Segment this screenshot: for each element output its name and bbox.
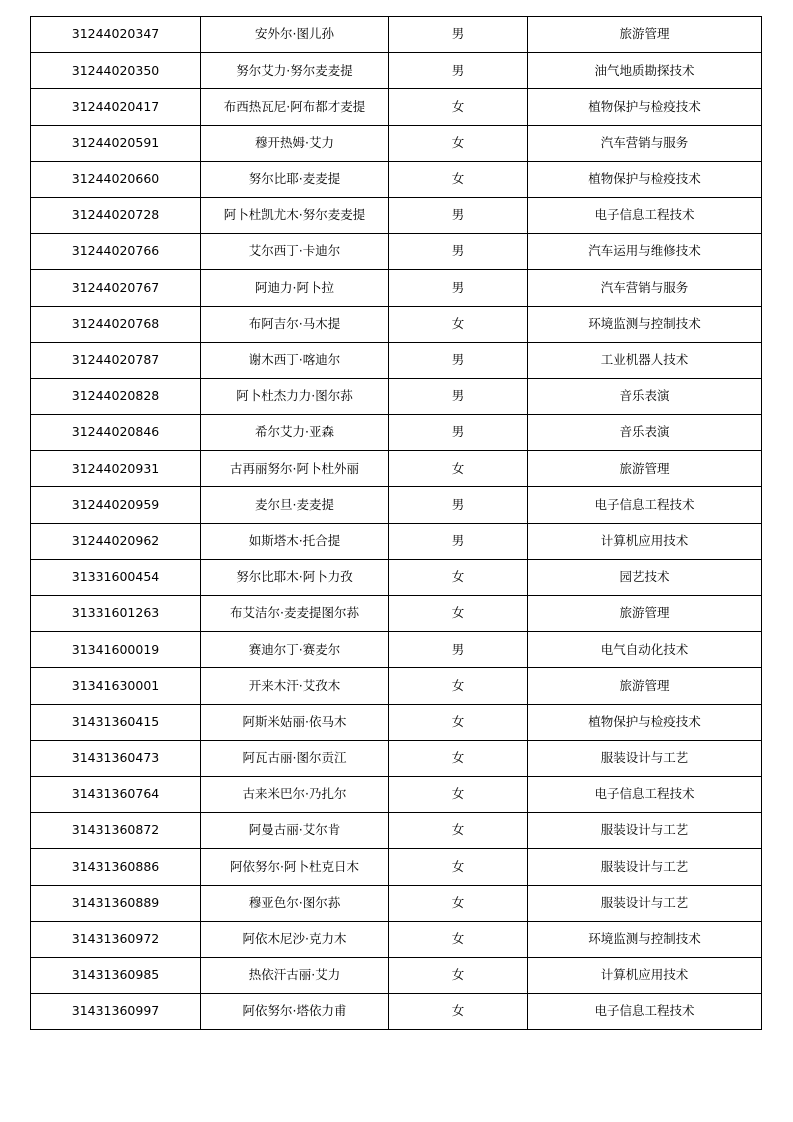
gender-cell: 女 [389, 849, 528, 885]
student-name-cell: 阿依努尔·塔依力甫 [201, 994, 389, 1030]
table-row [31, 921, 762, 957]
student-id-cell: 31244020591 [31, 125, 201, 161]
student-name-cell: 热依汗古丽·艾力 [201, 957, 389, 993]
major-cell: 植物保护与检疫技术 [528, 161, 762, 197]
gender-cell: 男 [389, 632, 528, 668]
student-name-cell: 布阿吉尔·马木提 [201, 306, 389, 342]
student-id-cell: 31431360764 [31, 776, 201, 812]
student-name-cell: 努尔艾力·努尔麦麦提 [201, 53, 389, 89]
table-row [31, 704, 762, 740]
table-row [31, 451, 762, 487]
gender-cell: 女 [389, 559, 528, 595]
student-id-cell: 31244020660 [31, 161, 201, 197]
gender-cell: 女 [389, 668, 528, 704]
student-name-cell: 穆开热姆·艾力 [201, 125, 389, 161]
gender-cell: 女 [389, 125, 528, 161]
student-id-cell: 31244020767 [31, 270, 201, 306]
major-cell: 电子信息工程技术 [528, 487, 762, 523]
gender-cell: 男 [389, 17, 528, 53]
student-name-cell: 古来米巴尔·乃扎尔 [201, 776, 389, 812]
gender-cell: 男 [389, 523, 528, 559]
major-cell: 油气地质勘探技术 [528, 53, 762, 89]
student-name-cell: 努尔比耶木·阿卜力孜 [201, 559, 389, 595]
gender-cell: 女 [389, 776, 528, 812]
gender-cell: 女 [389, 957, 528, 993]
student-id-cell: 31244020728 [31, 197, 201, 233]
major-cell: 环境监测与控制技术 [528, 306, 762, 342]
table-row [31, 17, 762, 53]
student-name-cell: 麦尔旦·麦麦提 [201, 487, 389, 523]
gender-cell: 男 [389, 415, 528, 451]
student-id-cell: 31431360997 [31, 994, 201, 1030]
student-id-cell: 31244020787 [31, 342, 201, 378]
student-name-cell: 艾尔西丁·卡迪尔 [201, 234, 389, 270]
table-row [31, 125, 762, 161]
gender-cell: 女 [389, 994, 528, 1030]
table-row [31, 559, 762, 595]
major-cell: 音乐表演 [528, 415, 762, 451]
table-row [31, 270, 762, 306]
major-cell: 旅游管理 [528, 17, 762, 53]
table-row [31, 234, 762, 270]
major-cell: 工业机器人技术 [528, 342, 762, 378]
major-cell: 植物保护与检疫技术 [528, 89, 762, 125]
gender-cell: 男 [389, 197, 528, 233]
gender-cell: 女 [389, 451, 528, 487]
gender-cell: 女 [389, 89, 528, 125]
gender-cell: 男 [389, 378, 528, 414]
major-cell: 旅游管理 [528, 668, 762, 704]
student-name-cell: 阿卜杜杰力力·图尔荪 [201, 378, 389, 414]
table-row [31, 378, 762, 414]
student-id-cell: 31431360886 [31, 849, 201, 885]
table-row [31, 740, 762, 776]
table-row [31, 596, 762, 632]
student-id-cell: 31244020846 [31, 415, 201, 451]
gender-cell: 女 [389, 813, 528, 849]
gender-cell: 女 [389, 704, 528, 740]
student-name-cell: 阿曼古丽·艾尔肯 [201, 813, 389, 849]
student-name-cell: 阿瓦古丽·图尔贡江 [201, 740, 389, 776]
student-name-cell: 布西热瓦尼·阿布都才麦提 [201, 89, 389, 125]
table-row [31, 89, 762, 125]
major-cell: 汽车运用与维修技术 [528, 234, 762, 270]
student-name-cell: 布艾洁尔·麦麦提图尔荪 [201, 596, 389, 632]
student-id-cell: 31244020962 [31, 523, 201, 559]
major-cell: 电子信息工程技术 [528, 197, 762, 233]
student-id-cell: 31431360889 [31, 885, 201, 921]
student-id-cell: 31431360985 [31, 957, 201, 993]
gender-cell: 男 [389, 342, 528, 378]
major-cell: 服装设计与工艺 [528, 885, 762, 921]
table-row [31, 161, 762, 197]
student-name-cell: 阿斯米姑丽·依马木 [201, 704, 389, 740]
major-cell: 电子信息工程技术 [528, 776, 762, 812]
major-cell: 植物保护与检疫技术 [528, 704, 762, 740]
major-cell: 音乐表演 [528, 378, 762, 414]
student-name-cell: 阿卜杜凯尤木·努尔麦麦提 [201, 197, 389, 233]
table-row [31, 306, 762, 342]
major-cell: 旅游管理 [528, 596, 762, 632]
table-row [31, 849, 762, 885]
student-name-cell: 开来木汗·艾孜木 [201, 668, 389, 704]
gender-cell: 女 [389, 740, 528, 776]
table-row [31, 776, 762, 812]
table-row [31, 813, 762, 849]
student-name-cell: 努尔比耶·麦麦提 [201, 161, 389, 197]
table-row [31, 957, 762, 993]
student-table-body [31, 17, 762, 1030]
table-row [31, 53, 762, 89]
student-name-cell: 阿依努尔·阿卜杜克日木 [201, 849, 389, 885]
student-id-cell: 31431360872 [31, 813, 201, 849]
table-row [31, 415, 762, 451]
student-name-cell: 阿依木尼沙·克力木 [201, 921, 389, 957]
student-name-cell: 安外尔·图儿孙 [201, 17, 389, 53]
major-cell: 计算机应用技术 [528, 523, 762, 559]
student-id-cell: 31244020347 [31, 17, 201, 53]
student-name-cell: 如斯塔木·托合提 [201, 523, 389, 559]
major-cell: 服装设计与工艺 [528, 813, 762, 849]
gender-cell: 女 [389, 921, 528, 957]
table-row [31, 994, 762, 1030]
student-id-cell: 31341600019 [31, 632, 201, 668]
major-cell: 电子信息工程技术 [528, 994, 762, 1030]
student-name-cell: 谢木西丁·喀迪尔 [201, 342, 389, 378]
major-cell: 汽车营销与服务 [528, 270, 762, 306]
student-id-cell: 31244020417 [31, 89, 201, 125]
student-id-cell: 31244020766 [31, 234, 201, 270]
student-name-cell: 阿迪力·阿卜拉 [201, 270, 389, 306]
student-id-cell: 31244020350 [31, 53, 201, 89]
major-cell: 服装设计与工艺 [528, 740, 762, 776]
student-id-cell: 31244020768 [31, 306, 201, 342]
student-id-cell: 31431360972 [31, 921, 201, 957]
table-row [31, 668, 762, 704]
student-id-cell: 31431360473 [31, 740, 201, 776]
student-id-cell: 31331601263 [31, 596, 201, 632]
table-row [31, 342, 762, 378]
table-row [31, 523, 762, 559]
gender-cell: 男 [389, 270, 528, 306]
major-cell: 计算机应用技术 [528, 957, 762, 993]
major-cell: 服装设计与工艺 [528, 849, 762, 885]
table-row [31, 197, 762, 233]
major-cell: 汽车营销与服务 [528, 125, 762, 161]
table-row [31, 487, 762, 523]
major-cell: 环境监测与控制技术 [528, 921, 762, 957]
student-id-cell: 31331600454 [31, 559, 201, 595]
major-cell: 旅游管理 [528, 451, 762, 487]
student-table [30, 16, 762, 1030]
gender-cell: 男 [389, 234, 528, 270]
gender-cell: 男 [389, 53, 528, 89]
student-name-cell: 穆亚色尔·图尔荪 [201, 885, 389, 921]
gender-cell: 男 [389, 487, 528, 523]
major-cell: 电气自动化技术 [528, 632, 762, 668]
student-id-cell: 31244020959 [31, 487, 201, 523]
student-id-cell: 31341630001 [31, 668, 201, 704]
gender-cell: 女 [389, 161, 528, 197]
student-id-cell: 31244020931 [31, 451, 201, 487]
major-cell: 园艺技术 [528, 559, 762, 595]
student-name-cell: 古再丽努尔·阿卜杜外丽 [201, 451, 389, 487]
gender-cell: 女 [389, 885, 528, 921]
table-row [31, 885, 762, 921]
student-name-cell: 赛迪尔丁·赛麦尔 [201, 632, 389, 668]
student-id-cell: 31244020828 [31, 378, 201, 414]
student-name-cell: 希尔艾力·亚森 [201, 415, 389, 451]
table-row [31, 632, 762, 668]
gender-cell: 女 [389, 306, 528, 342]
student-id-cell: 31431360415 [31, 704, 201, 740]
gender-cell: 女 [389, 596, 528, 632]
